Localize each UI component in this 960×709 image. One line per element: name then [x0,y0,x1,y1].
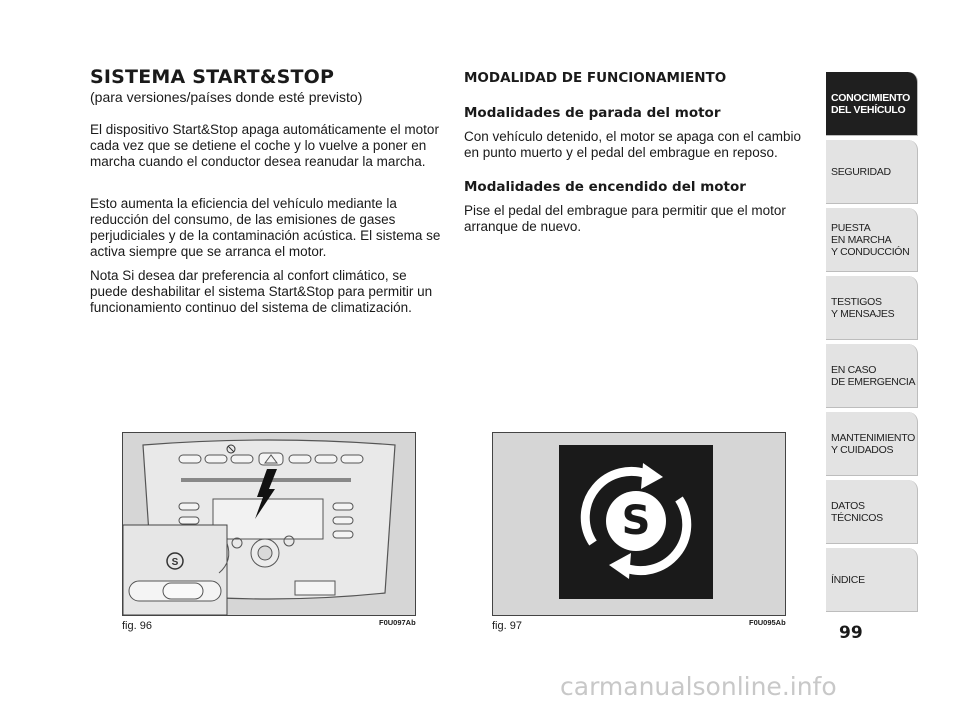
start-stop-s-icon: S [621,498,651,544]
stop-mode-text: Con vehículo detenido, el motor se apaga con el cambio en punto muerto y el pedal del embrague en reposo. [464,129,801,160]
svg-text:S: S [171,557,179,568]
section-subtitle: (para versiones/países donde esté previsto) [90,89,363,105]
dashboard-illustration [123,433,415,615]
figure-97-code: F0U095Ab [749,618,786,627]
tab-seguridad[interactable]: SEGURIDAD [826,140,918,204]
figure-97-label: fig. 97 [492,620,522,632]
tab-emergencia[interactable]: EN CASO DE EMERGENCIA [826,344,918,408]
tab-testigos[interactable]: TESTIGOS Y MENSAJES [826,276,918,340]
figure-96-label: fig. 96 [122,620,152,632]
paragraph-efficiency: Esto aumenta la eficiencia del vehículo mediante la reducción del consumo, de las emisiones de gases perjudiciales y de la contaminación acústica. El sistema se activa siempre que se arranca el motor. [90,196,441,259]
tab-indice[interactable]: ÍNDICE [826,548,918,612]
paragraph-note: Nota Si desea dar preferencia al confort climático, se puede deshabilitar el sistema Start&Stop para permitir un funcionamiento continuo del sistema de climatización. [90,268,433,315]
figure-97 [492,432,786,616]
figure-96 [122,432,416,616]
tab-mantenimiento[interactable]: MANTENIMIENTO Y CUIDADOS [826,412,918,476]
tab-puesta-en-marcha[interactable]: PUESTA EN MARCHA Y CONDUCCIÓN [826,208,918,272]
section-title: SISTEMA START&STOP [90,66,335,88]
start-mode-text: Pise el pedal del embrague para permitir que el motor arranque de nuevo. [464,203,786,234]
start-mode-heading: Modalidades de encendido del motor [464,179,746,195]
figure-96-code: F0U097Ab [379,618,416,627]
watermark: carmanualsonline.info [560,672,837,701]
stop-mode-heading: Modalidades de parada del motor [464,105,721,121]
page-number: 99 [839,623,863,643]
operation-heading: MODALIDAD DE FUNCIONAMIENTO [464,70,727,86]
tab-conocimiento[interactable]: CONOCIMIENTO DEL VEHÍCULO [826,72,918,136]
paragraph-intro: El dispositivo Start&Stop apaga automáticamente el motor cada vez que se detiene el coche y lo vuelve a poner en marcha cuando el conductor desea reanudar la marcha. [90,122,439,169]
tab-datos-tecnicos[interactable]: DATOS TÉCNICOS [826,480,918,544]
